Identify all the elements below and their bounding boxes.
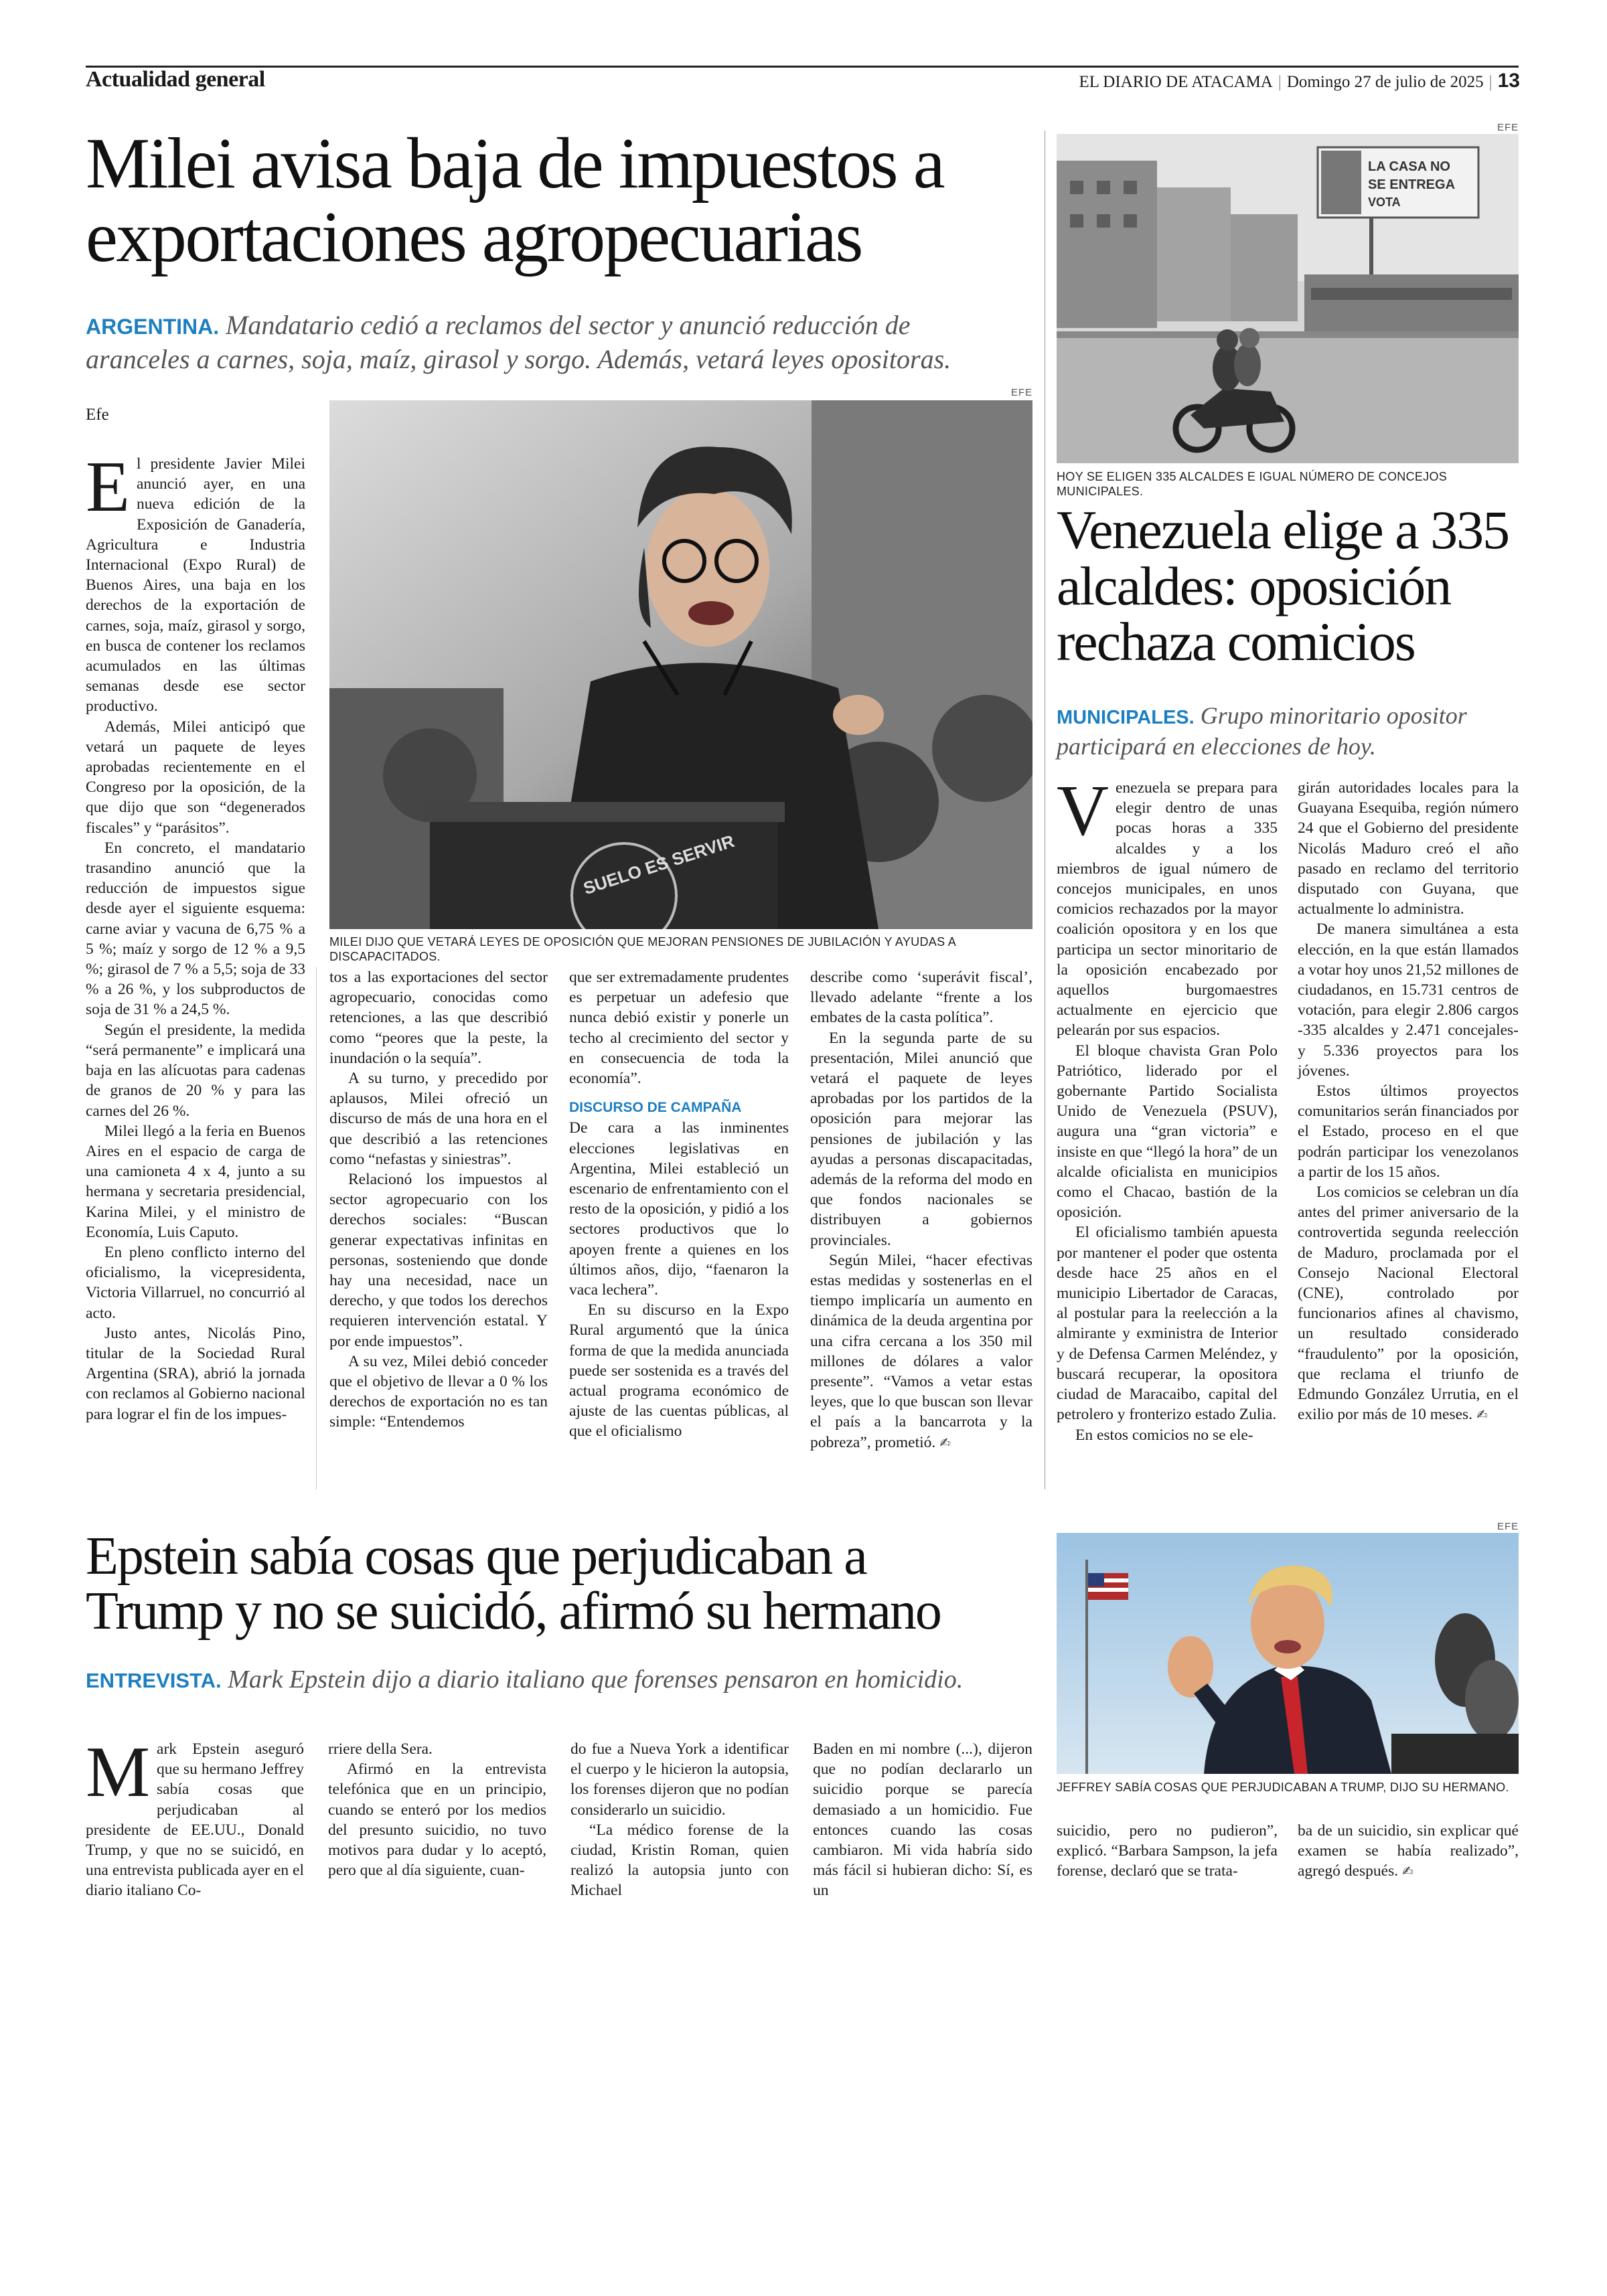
milei-col-2: tos a las exportaciones del sector agropecuario, conocidas como retenciones, a las que describió como “peores que la peste, la inundación o la sequía”. A su turno, y precedido por aplausos, Milei ofreció un discurso de más de una hora en el que describió a las retenciones como “nefastas y siniestras”. Relacionó los impuestos al sector agropecuario con los derechos sociales: “Buscan generar expectativas infinitas en personas, sosteniendo que donde hay una necesidad, nace un derecho, y que todos los derechos requieren intervención estatal. Y por ende impuestos”. A su vez, Milei debió conceder que el objetivo de llevar a 0 % los derechos de exportación no es tan simple: “Entendemos (329, 969, 548, 1431)
masthead: EL DIARIO DE ATACAMA | Domingo 27 de julio de 2025 | 13 (1079, 70, 1520, 92)
venezuela-photo-caption: HOY SE ELIGEN 335 ALCALDES E IGUAL NÚMERO DE CONCEJOS MUNICIPALES. (1057, 470, 1448, 498)
milei-kicker: ARGENTINA. (86, 315, 220, 339)
venezuela-photo-credit: EFE (1497, 122, 1519, 133)
epstein-photo (1057, 1533, 1519, 1774)
article-end-icon: ✍ (939, 1434, 951, 1451)
venezuela-headline: Venezuela elige a 335 alcaldes: oposición rechaza comicios (1057, 499, 1509, 673)
newspaper-name: EL DIARIO DE ATACAMA (1079, 73, 1273, 91)
epstein-col-6: ba de un suicidio, sin explicar qué examen se había realizado”, agregó después. ✍ (1298, 1822, 1519, 1880)
billboard-line-2: SE ENTREGA (1368, 177, 1456, 192)
milei-subhead: DISCURSO DE CAMPAÑA (569, 1100, 742, 1116)
billboard-line-3: VOTA (1368, 195, 1401, 209)
venezuela-photo (1057, 134, 1519, 463)
milei-col-1: El presidente Javier Milei anunció ayer, en una nueva edición de la Exposición de Ganadería, Agricultura e Industria Internacional (Expo Rural) de Buenos Aires, una baja en los derechos de la exportación de carnes, soja, maíz, girasol y sorgo, en busca de contener los reclamos acumulados en las últimas semanas desde ese sector productivo. Además, Milei anticipó que vetará un paquete de leyes aprobadas recientemente en el Congreso por la oposición, de la que dijo que son “degenerados fiscales” y “parásitos”. En concreto, el mandatario trasandino anunció que la reducción de impuestos sigue desde ayer el siguiente esquema: carne aviar y vacuna de 6,75 % a 5 %; maíz y sorgo de 12 % a 9,5 %; girasol de 7 % a 5,5; soja de 33 % a 26 %, y los subproductos de soja de 31 % a 24,5 %. Según el presidente, la medida “será permanente” e implicará una baja en las alícuotas para cadenas de granos de 20 % y para las carnes del 26 %. Milei llegó a la feria en Buenos Aires en el espacio de carga de una camioneta 4 x 4, junto a su hermana y secretaria presidencial, Karina Milei, y el ministro de Economía, Luis Caputo. En pleno conflicto interno del oficialismo, la vicepresidenta, Victoria Villarruel, no concurrió al acto. Justo antes, Nicolás Pino, titular de la Sociedad Rural Argentina (SRA), abrió la jornada con reclamos al Gobierno nacional para lograr el fin de los impues- (86, 447, 305, 1423)
milei-byline: Efe (86, 406, 109, 424)
milei-dropcap: E (86, 447, 130, 527)
venezuela-deck: MUNICIPALES. Grupo minoritario opositor participará en elecciones de hoy. (1057, 702, 1467, 760)
page-number: 13 (1497, 70, 1520, 92)
epstein-headline: Epstein sabía cosas que perjudicaban a Trump y no se suicidó, afirmó su hermano (86, 1527, 941, 1641)
epstein-col-3: do fue a Nueva York a identificar el cuerpo y le hicieron la autopsia, los forenses dijeron que no podían considerarlo un suicidio. “La médico forense de la ciudad, Kristin Roman, quien realizó la autopsia junto con Michael (570, 1740, 789, 1900)
venezuela-kicker: MUNICIPALES. (1057, 707, 1195, 728)
milei-photo-credit: EFE (1011, 387, 1033, 398)
venezuela-col-2: girán autoridades locales para la Guayana Esequiba, región número 24 que el Gobierno del presidente Nicolás Maduro creó el año pasado en reclamo del territorio disputado con Guyana, que actualmente lo administra. De manera simultánea a esta elección, en la que están llamados a votar hoy unos 21,52 millones de ciudadanos, en 15.731 centros de votación, para elegir 2.806 cargos -335 alcaldes y 2.471 concejales- y 5.336 proyectos para los jóvenes. Estos últimos proyectos comunitarios serán financiados por el Estado, proceso en el que podrán participar los venezolanos a partir de los 15 años. Los comicios se celebran un día antes del primer aniversario de la controvertida segunda reelección de Maduro, proclamada por el Consejo Nacional Electoral (CNE), controlado por funcionarios afines al chavismo, un resultado considerado “fraudulento” por la oposición, que reclama el triunfo de Edmundo González Urrutia, en el exilio por más de 10 meses. ✍ (1298, 779, 1519, 1424)
milei-deck: ARGENTINA. Mandatario cedió a reclamos del sector y anunció reducción de aranceles a carnes, soja, maíz, girasol y sorgo. Además, vetará leyes opositoras. (86, 310, 951, 375)
epstein-photo-caption: JEFFREY SABÍA COSAS QUE PERJUDICABAN A TRUMP, DIJO SU HERMANO. (1057, 1781, 1509, 1794)
milei-photo-caption: MILEI DIJO QUE VETARÁ LEYES DE OPOSICIÓN QUE MEJORAN PENSIONES DE JUBILACIÓN Y AYUDAS A DISCAPACITADOS. (329, 935, 956, 963)
section-title: Actualidad general (86, 67, 265, 92)
milei-headline: Milei avisa baja de impuestos a exportaciones agropecuarias (86, 124, 944, 278)
article-end-icon: ✍ (1476, 1406, 1488, 1423)
epstein-kicker: ENTREVISTA. (86, 1669, 222, 1692)
epstein-col-5: suicidio, pero no pudieron”, explicó. “Barbara Sampson, la jefa forense, declaró que se trata- (1057, 1822, 1278, 1880)
header-rule (86, 66, 1519, 68)
epstein-photo-illustration (1057, 1533, 1519, 1774)
epstein-deck: ENTREVISTA. Mark Epstein dijo a diario italiano que forenses pensaron en homicidio. (86, 1665, 964, 1694)
milei-col-3: que ser extremadamente prudentes es perpetuar un adefesio que nunca debió existir y ponerle un techo al crecimiento del sector y en consecuencia de toda la economía”. DISCURSO DE CAMPAÑA De cara a las inminentes elecciones legislativas en Argentina, Milei estableció un escenario de enfrentamiento con el resto de la oposición, y pidió a los sectores productivos que lo apoyen frente a quienes en los últimos años, dijo, “faenaron la vaca lechera”. En su discurso en la Expo Rural argumentó que la única forma de que la medida anunciada puede ser sostenida es a través del actual programa económico de ajuste de las cuentas públicas, al que el oficialismo (569, 969, 789, 1441)
podium-text: SUELO ES SERVIR (581, 831, 737, 899)
venezuela-photo-illustration (1057, 134, 1519, 463)
epstein-col-2: rriere della Sera. Afirmó en la entrevista telefónica que en un principio, cuando se enteró por los medios del presunto suicidio, no tuvo motivos para dudar y lo aceptó, pero que al día siguiente, cuan- (328, 1740, 546, 1880)
milei-col-4: describe como ‘superávit fiscal’, llevado adelante “frente a los embates de la casta política”. En la segunda parte de su presentación, Milei anunció que vetará el paquete de leyes aprobadas por los partidos de la oposición para mejorar las pensiones de jubilación y las ayudas a personas discapacitadas, además de la reforma del modo en que fondos nacionales se distribuyen a gobiernos provinciales. Según Milei, “hacer efectivas estas medidas y sostenerlas en el tiempo implicaría un aumento en dinámica de la deuda argentina por una cifra cercana a los 350 mil millones de dólares a valor presente”. “Vamos a vetar estas leyes, que lo que buscan son llevar el país a la bancarrota y la pobreza”, prometió. ✍ (810, 969, 1032, 1451)
epstein-dropcap: M (86, 1732, 151, 1812)
venezuela-dropcap: V (1057, 771, 1109, 851)
milei-photo (329, 400, 1032, 929)
billboard-line-1: LA CASA NO (1368, 159, 1450, 174)
epstein-photo-credit: EFE (1497, 1521, 1519, 1532)
epstein-col-1: Mark Epstein aseguró que su hermano Jeffrey sabía cosas que perjudicaban al presidente de EE.UU., Donald Trump, y que no se suicidó, en una entrevista publicada ayer en el diario italiano Co- (86, 1732, 304, 1900)
milei-col-rule (316, 967, 317, 1489)
milei-photo-illustration (329, 400, 1032, 929)
venezuela-col-1: Venezuela se prepara para elegir dentro de unas pocas horas a 335 alcaldes y a los miembros de igual número de concejos municipales, en unos comicios rechazados por la mayor coalición opositora y en los que participa un sector minoritario de la oposición encabezado por aquellos burgomaestres actualmente en ejercicio que pelearán por sus espacios. El bloque chavista Gran Polo Patriótico, liderado por el gobernante Partido Socialista Unido de Venezuela (PSUV), augura una “gran victoria” e insiste en que “llegó la hora” de un alcalde oficialista en municipios como el Chacao, bastión de la oposición. El oficialismo también apuesta por mantener el poder que ostenta desde hace 25 años en el municipio Libertador de Caracas, al postular para la reelección a la almirante y exministra de Interior y de Defensa Carmen Meléndez, y buscará recuperar, la opositora ciudad de Maracaibo, capital del petrolero y fronterizo estado Zulia. En estos comicios no se ele- (1057, 771, 1278, 1444)
epstein-col-4: Baden en mi nombre (...), dijeron que no podían declararlo un suicidio porque se parecía demasiado a un homicidio. Fue entonces cuando las cosas cambiaron. Mi vida habría sido más fácil si hubieran dicho: Sí, es un (813, 1740, 1032, 1900)
article-end-icon: ✍ (1402, 1863, 1413, 1880)
issue-date: Domingo 27 de julio de 2025 (1286, 73, 1484, 91)
